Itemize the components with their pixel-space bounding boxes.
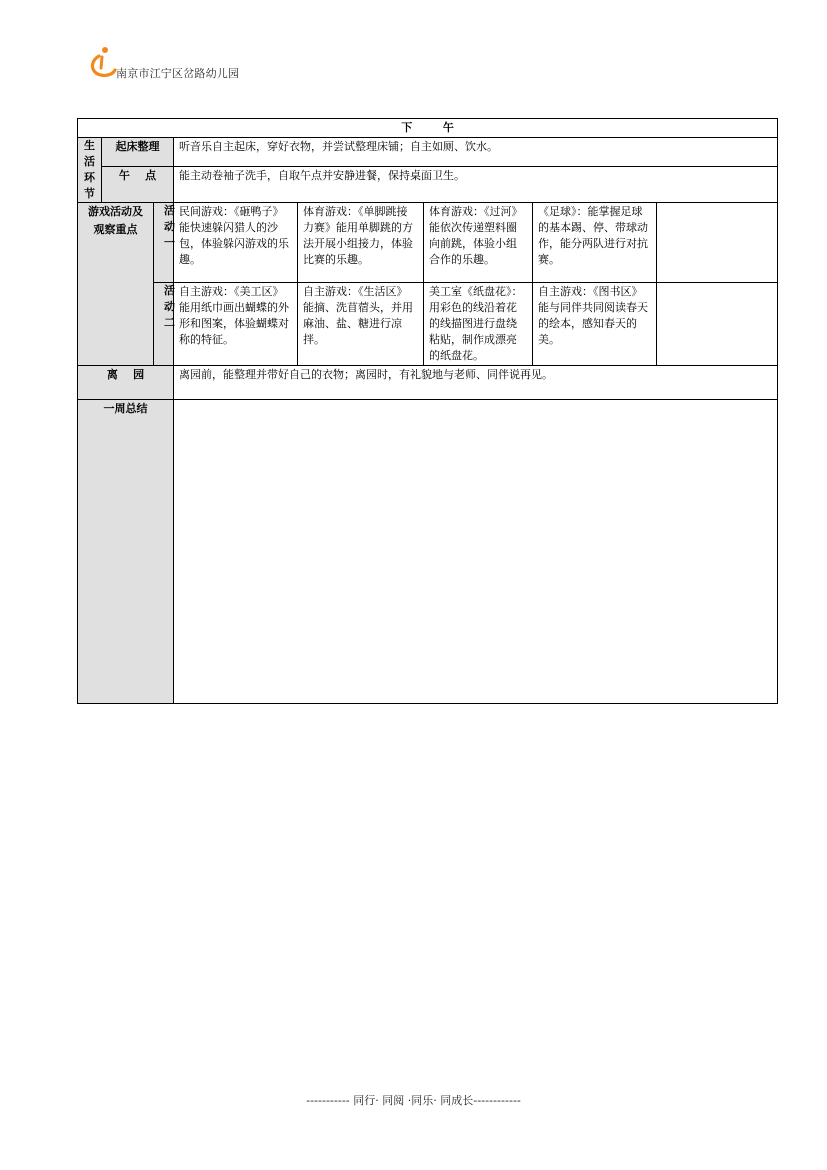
afternoon-plan-table xyxy=(77,118,778,704)
wake-text: 听音乐自主起床，穿好衣物，并尝试整理床铺；自主如厕、饮水。 xyxy=(174,138,778,167)
snack-label: 午 点 xyxy=(102,167,174,203)
footer-motto: ----------- 同行· 同阅 ·同乐· 同成长------------ xyxy=(306,1094,521,1107)
leave-label: 离 园 xyxy=(78,366,174,400)
snack-text: 能主动卷袖子洗手，自取午点并安静进餐，保持桌面卫生。 xyxy=(174,167,778,203)
games-group-label: 游戏活动及观察重点 xyxy=(78,203,154,366)
activity2-cell: 自主游戏：《美工区》能用纸巾画出蝴蝶的外形和图案，体验蝴蝶对称的特征。 xyxy=(174,283,298,366)
wake-label: 起床整理 xyxy=(102,138,174,167)
activity2-cell: 美工室《纸盘花》：用彩色的线沿着花的线描图进行盘绕粘贴，制作成漂亮的纸盘花。 xyxy=(424,283,533,366)
activity1-cell: 《足球》：能掌握足球的基本踢、停、带球动作，能分两队进行对抗赛。 xyxy=(533,203,657,283)
activity1-cell: 民间游戏：《砸鸭子》能快速躲闪猎人的沙包，体验躲闪游戏的乐趣。 xyxy=(174,203,298,283)
school-name: 南京市江宁区岔路幼儿园 xyxy=(116,67,240,80)
activity2-label: 活动二 xyxy=(154,283,174,366)
activity2-cell xyxy=(657,283,778,366)
activity2-cell: 自主游戏：《生活区》能摘、洗苜蓿头，并用麻油、盐、糖进行凉拌。 xyxy=(298,283,424,366)
activity1-cell xyxy=(657,203,778,283)
school-logo xyxy=(88,46,288,80)
leave-text: 离园前，能整理并带好自己的衣物；离园时，有礼貌地与老师、同伴说再见。 xyxy=(174,366,778,400)
section-title: 下 午 xyxy=(78,119,778,138)
summary-label: 一周总结 xyxy=(78,400,174,704)
activity1-cell: 体育游戏：《单脚跳接力赛》能用单脚跳的方法开展小组接力，体验比赛的乐趣。 xyxy=(298,203,424,283)
activity1-cell: 体育游戏：《过河》能依次传递塑料圈向前跳，体验小组合作的乐趣。 xyxy=(424,203,533,283)
life-group-label: 生活环节 xyxy=(78,138,102,203)
summary-content xyxy=(174,400,778,704)
activity1-label: 活动一 xyxy=(154,203,174,283)
activity2-cell: 自主游戏：《图书区》能与同伴共同阅读春天的绘本，感知春天的美。 xyxy=(533,283,657,366)
logo-icon xyxy=(88,46,118,80)
